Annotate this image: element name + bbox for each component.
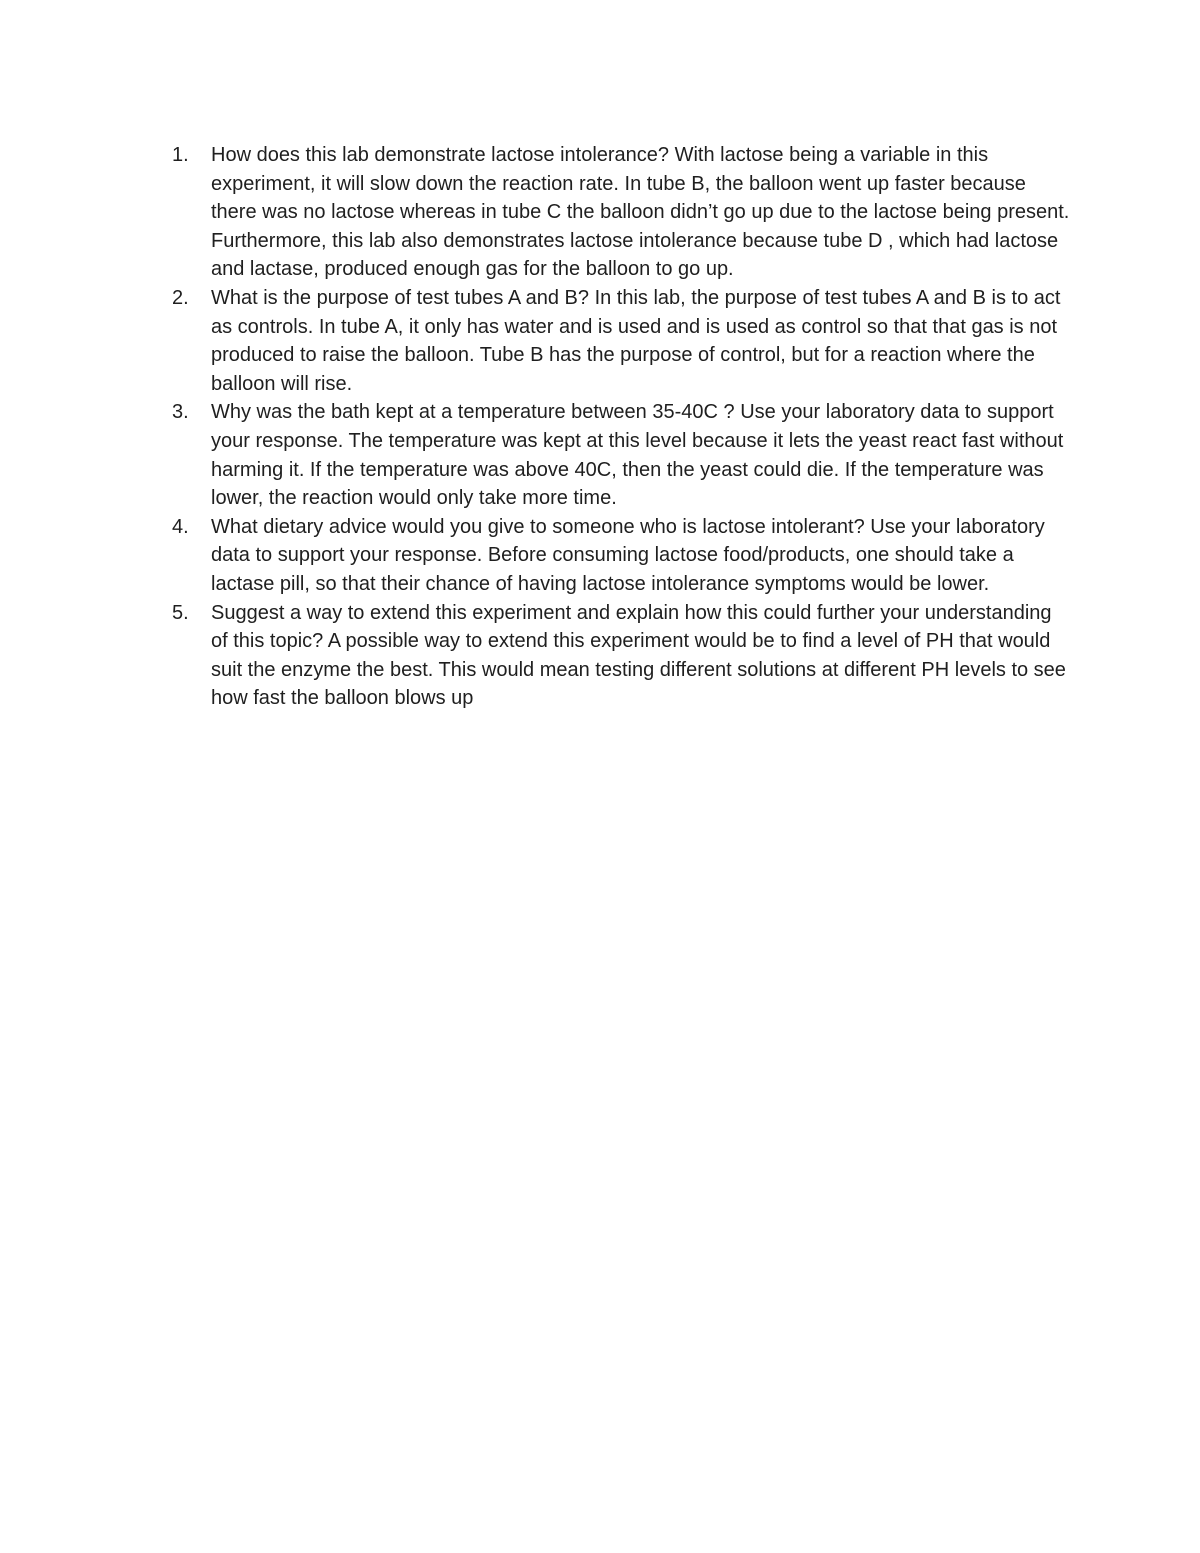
list-item bbox=[172, 599, 1072, 713]
list-item bbox=[172, 141, 1072, 284]
item-number: 1. bbox=[172, 144, 189, 166]
item-text: Why was the bath kept at a temperature between 35-40C ? Use your laboratory data to support your response. The temperature was kept at this level because it lets the yeast react fast without harming it. If the temperature was above 40C, then the yeast could die. If the temperature was lower, the reaction would only take more time. bbox=[211, 401, 1064, 510]
list-item bbox=[172, 513, 1072, 599]
question-answer-list bbox=[172, 141, 1072, 713]
list-item bbox=[172, 398, 1072, 512]
item-number: 3. bbox=[172, 401, 189, 424]
item-number: 5. bbox=[172, 601, 189, 624]
item-text: How does this lab demonstrate lactose intolerance? With lactose being a variable in this experiment, it will slow down the reaction rate. In tube B, the balloon went up faster because there was no lactose whereas in tube C the balloon didn’t go up due to the lactose being present. Furthermore, this lab also demonstrates lactose intolerance because tube D , which had lactose and lactase, produced enough gas for the balloon to go up. bbox=[211, 144, 1070, 281]
item-text: Suggest a way to extend this experiment and explain how this could further your understanding of this topic? A possible way to extend this experiment would be to find a level of PH that would suit the enzyme the best. This would mean testing different solutions at different PH levels to see how fast the balloon blows up bbox=[211, 601, 1066, 710]
item-number: 4. bbox=[172, 515, 189, 538]
item-text: What is the purpose of test tubes A and B? In this lab, the purpose of test tubes A and B is to act as controls. In tube A, it only has water and is used and is used as control so that that gas is not produced to raise the balloon. Tube B has the purpose of control, but for a reaction where the balloon will rise. bbox=[211, 286, 1061, 395]
list-item bbox=[172, 284, 1072, 398]
item-number: 2. bbox=[172, 286, 189, 309]
item-text: What dietary advice would you give to someone who is lactose intolerant? Use your laboratory data to support your response. Before consuming lactose food/products, one should take a lactase pill, so that their chance of having lactose intolerance symptoms would be lower. bbox=[211, 515, 1045, 595]
